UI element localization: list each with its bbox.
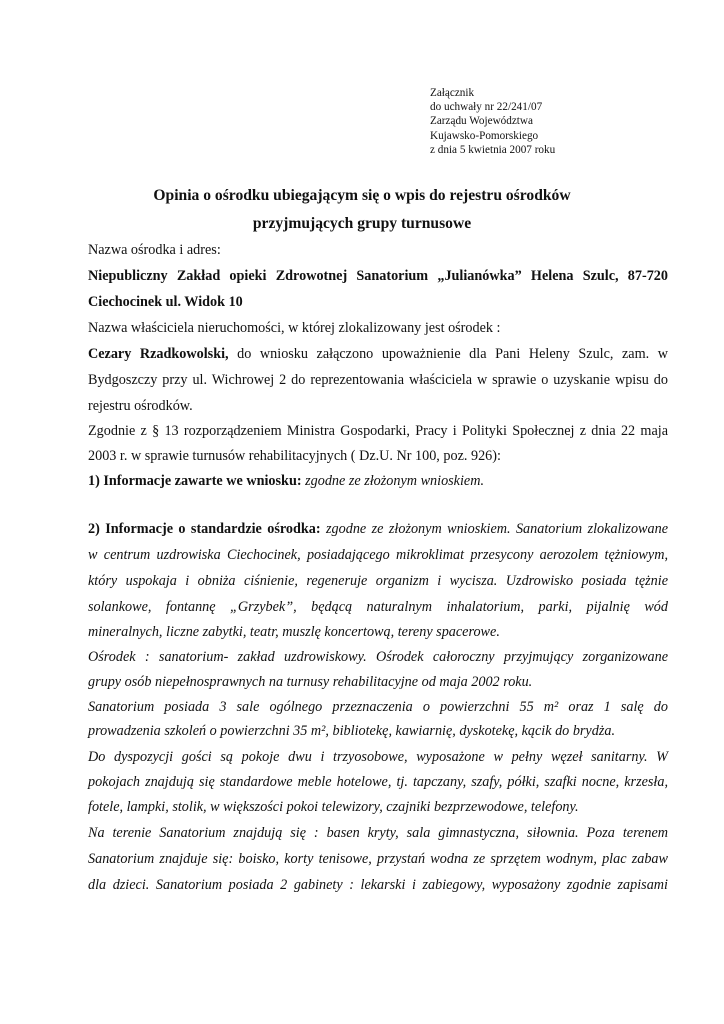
section-2-line: solankowe, fontannę „Grzybek”, będącą naturalnym inhalatorium, parki, pijalnię wód xyxy=(88,599,668,615)
section-2-line: który uspokaja i obniża ciśnienie, regeneruje organizm i wycisza. Uzdrowisko posiada tężnie xyxy=(88,573,668,589)
owner-label: Nazwa właściciela nieruchomości, w której zlokalizowany jest ośrodek : xyxy=(88,320,501,336)
regulation-line-2: 2003 r. w sprawie turnusów rehabilitacyjnych ( Dz.U. Nr 100, poz. 926): xyxy=(88,448,501,464)
section-2-line: w centrum uzdrowiska Ciechocinek, posiadającego mikroklimat przesycony aerozolem tężniowym, xyxy=(88,547,668,563)
attachment-note-line: z dnia 5 kwietnia 2007 roku xyxy=(430,143,556,156)
section-2-line: dla dzieci. Sanatorium posiada 2 gabinety : lekarski i zabiegowy, wyposażony zgodnie zapisami xyxy=(88,877,668,893)
document-title-line-2: przyjmujących grupy turnusowe xyxy=(252,215,472,232)
owner-line-1 xyxy=(88,345,668,363)
regulation-line-1: Zgodnie z § 13 rozporządzeniem Ministra Gospodarki, Pracy i Polityki Społecznej z dnia 22 maja xyxy=(88,423,668,439)
section-1-text: zgodne ze złożonym wnioskiem. xyxy=(301,473,485,489)
section-2-line: grupy osób niepełnosprawnych na turnusy rehabilitacyjne od maja 2002 roku. xyxy=(88,674,533,690)
section-2-line: pokojach znajdują się standardowe meble hotelowe, tj. tapczany, szafy, półki, szafki nocne, krzesła, xyxy=(88,774,668,790)
attachment-note-line: Zarządu Województwa xyxy=(430,115,533,128)
owner-line-3: rejestru ośrodków. xyxy=(88,398,193,414)
section-2-line: Sanatorium posiada 3 sale ogólnego przeznaczenia o powierzchni 55 m² oraz 1 salę do xyxy=(88,699,668,715)
section-2-line: Sanatorium znajduje się: boisko, korty tenisowe, przystań wodna ze sprzętem wodnym, plac zabaw xyxy=(88,851,668,867)
attachment-note-line: Kujawsko-Pomorskiego xyxy=(430,129,539,142)
attachment-note xyxy=(430,86,555,157)
section-2-line: fotele, lampki, stolik, w większości pokoi telewizory, czajniki bezprzewodowe, telefony. xyxy=(88,799,579,815)
section-1-heading: 1) Informacje zawarte we wniosku: xyxy=(88,473,302,489)
document-title-line-1: Opinia o ośrodku ubiegającym się o wpis do rejestru ośrodków xyxy=(153,187,571,204)
section-2-heading: 2) Informacje o standardzie ośrodka: xyxy=(88,521,321,537)
owner-line-2: Bydgoszczy przy ul. Wichrowej 2 do reprezentowania właściciela w sprawie o uzyskanie wpisu do xyxy=(88,372,668,388)
section-2-line: prowadzenia szkoleń o powierzchni 35 m², bibliotekę, kawiarnię, dyskotekę, kącik do brydża. xyxy=(88,723,615,739)
facility-name-label: Nazwa ośrodka i adres: xyxy=(88,242,221,258)
section-2-line: mineralnych, liczne zabytki, teatr, muszlę koncertową, tereny spacerowe. xyxy=(88,624,500,640)
section-2-line: Ośrodek : sanatorium- zakład uzdrowiskowy. Ośrodek całoroczny przyjmujący zorganizowane xyxy=(88,649,668,665)
attachment-note-line: do uchwały nr 22/241/07 xyxy=(430,101,543,114)
owner-line-1-text: do wniosku załączono upoważnienie dla Pani Heleny Szulc, zam. w xyxy=(228,346,668,362)
facility-name-line-1: Niepubliczny Zakład opieki Zdrowotnej Sanatorium „Julianówka” Helena Szulc, 87-720 xyxy=(88,268,668,284)
section-2-text: zgodne ze złożonym wnioskiem. Sanatorium zlokalizowane xyxy=(320,521,668,537)
owner-name: Cezary Rzadkowolski, xyxy=(88,346,229,362)
section-1 xyxy=(88,472,668,490)
facility-name-line-2: Ciechocinek ul. Widok 10 xyxy=(88,294,243,310)
section-2-line: Na terenie Sanatorium znajdują się : basen kryty, sala gimnastyczna, siłownia. Poza terenem xyxy=(88,825,668,841)
section-2-line: Do dyspozycji gości są pokoje dwu i trzyosobowe, wyposażone w pełny węzeł sanitarny. W xyxy=(88,749,668,765)
section-2-first-line xyxy=(88,520,668,538)
attachment-note-line: Załącznik xyxy=(430,87,475,99)
